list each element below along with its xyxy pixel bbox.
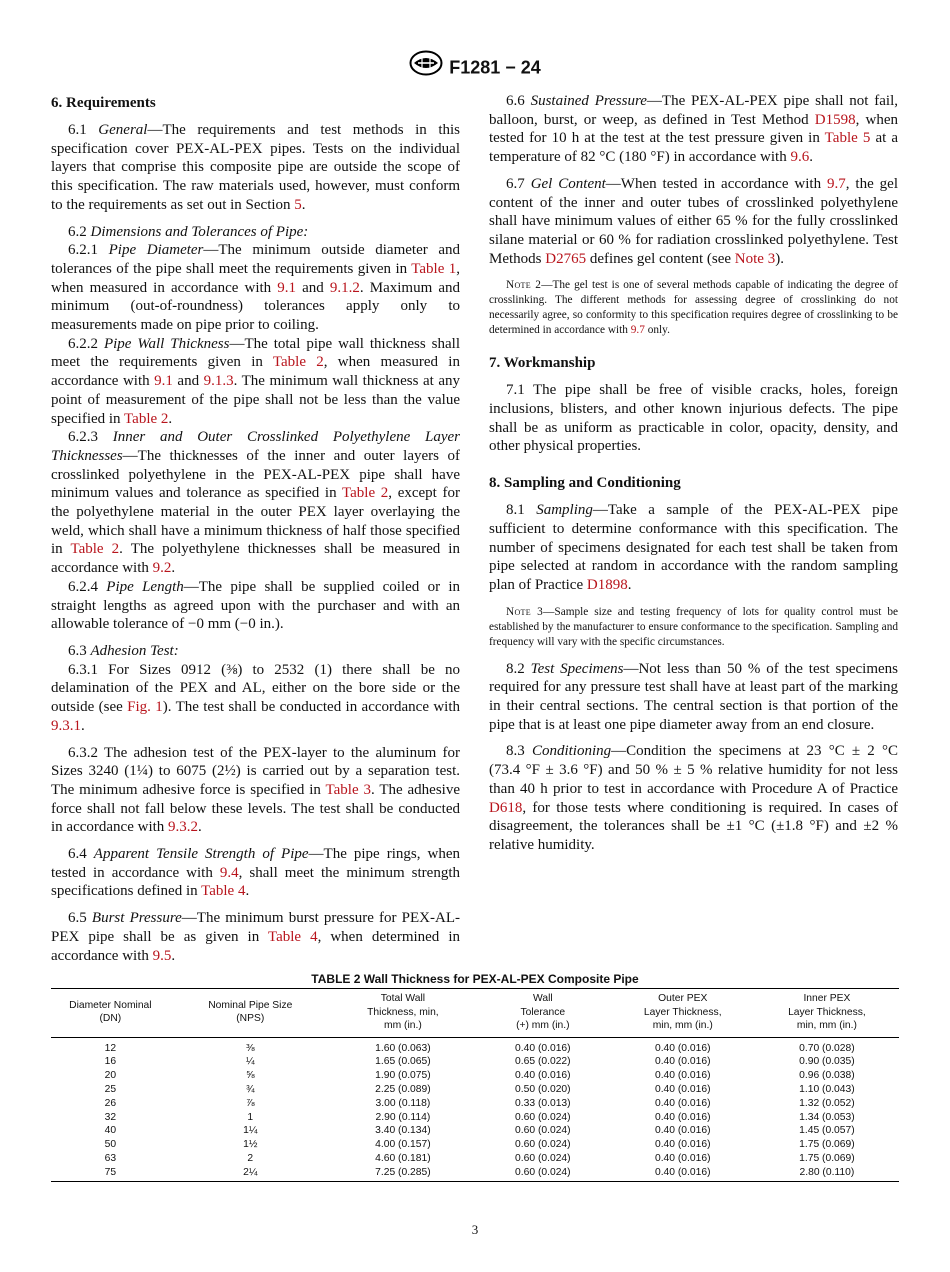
table-cell: 2¼: [243, 1166, 258, 1178]
para-6-6: 6.6 Sustained Pressure—The PEX-AL-PEX pipe shall not fail, balloon, burst, or weep, as defined in Test Method D1598, when tested for 10 h at the test at the test pressure given in Table 5 at a temperature of 82 °C (180 °F) in accordance with 9.6.: [489, 93, 899, 166]
table-cell: 25: [104, 1084, 117, 1096]
page-header: [0, 56, 950, 81]
para-6-7: 6.7 Gel Content—When tested in accordance with 9.7, the gel content of the inner and outer tubes of crosslinked polyethylene shall have minimum values of either 65 % for the fully crosslinked silane material or 60 % for radiation crosslinked polyethylene. Test Methods D2765 defines gel content (see Note 3).: [489, 175, 899, 267]
table-cell: 0.40 (0.016): [654, 1139, 711, 1151]
table-cell: 0.60 (0.024): [515, 1111, 571, 1123]
col-header-total-wall: Total Wall Thickness, min, mm (in.): [367, 993, 439, 1031]
left-column: [51, 92, 460, 965]
table-cell: 75: [104, 1166, 117, 1178]
para-8-3: 8.3 Conditioning—Condition the specimens at 23 °C ± 2 °C (73.4 °F ± 3.6 °F) and 50 % ± 5 % relative humidity for not less than 40 h prior to test in accordance with Procedure A of Practice D618, for those tests where conditioning is required. In cases of disagreement, the tolerances shall be ±1 °C (±1.8 °F) and ±2 % relative humidity.: [489, 743, 898, 853]
col-header-inner-pex: Inner PEX Layer Thickness, min, mm (in.): [788, 993, 866, 1031]
para-6-3: 6.3 Adhesion Test:: [68, 642, 179, 659]
col-header-wall-tolerance: Wall Tolerance (+) mm (in.): [516, 993, 570, 1031]
table-cell: ⅜: [245, 1042, 255, 1054]
table-cell: 0.40 (0.016): [654, 1153, 711, 1165]
ref-9-6[interactable]: 9.6: [790, 149, 810, 166]
ref-d1898[interactable]: D1898: [586, 576, 628, 593]
para-6-2-1: 6.2.1 Pipe Diameter—The minimum outside diameter and tolerances of the pipe shall meet the requirements given in Table 1, when measured in accordance with 9.1 and 9.1.2. Maximum and minimum (out-of-roundness) tolerances apply only to measurements made on pipe prior to coiling.: [51, 242, 461, 334]
ref-9-1[interactable]: 9.1: [277, 279, 297, 296]
ref-9-1[interactable]: 9.1: [154, 373, 173, 390]
table-cell: ¼: [245, 1056, 255, 1068]
para-6-2-3: 6.2.3 Inner and Outer Crosslinked Polyethylene Layer Thicknesses—The thicknesses of the inner and outer layers of crosslinked polyethylene in the PEX-AL-PEX pipe shall have minimum values and tolerance as specified in Table 2, except for the polyethylene material in the outer PEX layer overlaying the weld, which shall have a minimum thickness of half those specified in Table 2. The polyethylene thicknesses shall be measured in accordance with 9.2.: [51, 429, 461, 577]
table-cell: 0.40 (0.016): [654, 1097, 711, 1109]
table-cell: 1.90 (0.075): [375, 1070, 431, 1082]
table-2: [51, 988, 899, 1182]
ref-table-2[interactable]: Table 2: [272, 354, 324, 371]
ref-9-7[interactable]: 9.7: [630, 324, 645, 337]
table-cell: 0.96 (0.038): [799, 1070, 855, 1082]
table-row: [51, 1110, 899, 1124]
table-cell: 0.65 (0.022): [515, 1056, 571, 1068]
table-cell: 1.34 (0.053): [799, 1111, 855, 1123]
table-body: [51, 1037, 899, 1182]
right-column: [489, 92, 898, 855]
ref-9-1-2[interactable]: 9.1.2: [329, 279, 360, 296]
table-cell: 1½: [243, 1139, 258, 1151]
page-number: 3: [471, 1222, 479, 1237]
table-row: [51, 1069, 899, 1083]
ref-section-5[interactable]: 5: [294, 196, 302, 213]
col-header-dn: Diameter Nominal (DN): [69, 999, 152, 1025]
table-cell: 3.40 (0.134): [375, 1125, 431, 1137]
table-cell: 0.60 (0.024): [515, 1139, 571, 1151]
ref-table-1[interactable]: Table 1: [411, 260, 457, 277]
table-cell: 2: [247, 1153, 254, 1165]
ref-fig-1[interactable]: Fig. 1: [127, 699, 163, 716]
table-cell: 0.60 (0.024): [515, 1166, 571, 1178]
ref-9-1-3[interactable]: 9.1.3: [203, 373, 234, 390]
table-cell: 0.70 (0.028): [799, 1042, 855, 1054]
table-cell: 0.40 (0.016): [654, 1111, 711, 1123]
ref-9-7[interactable]: 9.7: [827, 175, 846, 192]
para-7-1: 7.1 The pipe shall be free of visible cracks, holes, foreign inclusions, blisters, and other known injurious defects. The pipe shall be as uniform as practicable in color, opacity, density, and other physical properties.: [489, 382, 898, 455]
table-cell: 0.33 (0.013): [515, 1097, 571, 1109]
table-cell: 2.80 (0.110): [799, 1166, 855, 1178]
table-cell: 1.75 (0.069): [799, 1139, 855, 1151]
ref-table-2[interactable]: Table 2: [124, 410, 169, 427]
ref-d618[interactable]: D618: [489, 799, 523, 816]
ref-note-3[interactable]: Note 3: [734, 250, 776, 267]
para-6-3-1: 6.3.1 For Sizes 0912 (⅜) to 2532 (1) there shall be no delamination of the PEX and AL, either on the bore side or the outside (see Fig. 1). The test shall be conducted in accordance with 9.3.1.: [51, 661, 460, 734]
table-row: [51, 1124, 899, 1138]
table-cell: 32: [104, 1111, 117, 1123]
table-cell: 0.40 (0.016): [654, 1166, 711, 1178]
table-row: [51, 1097, 899, 1111]
table-cell: 7.25 (0.285): [375, 1166, 431, 1178]
table-header-row: [51, 989, 899, 1038]
table-row: [51, 1166, 899, 1182]
table-cell: 2.90 (0.114): [375, 1111, 431, 1123]
ref-table-4[interactable]: Table 4: [267, 928, 318, 945]
table-cell: ⅞: [245, 1097, 255, 1109]
table-cell: 0.40 (0.016): [654, 1042, 711, 1054]
para-6-2-4: 6.2.4 Pipe Length—The pipe shall be supplied coiled or in straight lengths as agreed upon with the purchaser and with an allowable tolerance of −0 mm (−0 in.).: [51, 578, 461, 633]
table-cell: 26: [104, 1097, 117, 1109]
ref-d1598[interactable]: D1598: [814, 111, 856, 128]
table-cell: 1.10 (0.043): [799, 1084, 855, 1096]
table-cell: 50: [104, 1139, 117, 1151]
ref-table-2[interactable]: Table 2: [342, 485, 389, 502]
para-6-1: 6.1 General—The requirements and test methods in this specification cover PEX-AL-PEX pipes. Tests on the individual layers that comprise this composite pipe are outside the scope of this specification. The raw materials used, however, must conform to the requirements as set out in Section 5.: [51, 122, 461, 213]
table-cell: 1.32 (0.052): [799, 1097, 855, 1109]
ref-table-5[interactable]: Table 5: [824, 130, 871, 147]
table-cell: 1.45 (0.057): [799, 1125, 855, 1137]
table-cell: 20: [104, 1070, 117, 1082]
ref-table-4[interactable]: Table 4: [201, 883, 246, 900]
table-cell: ⅝: [245, 1070, 255, 1082]
para-8-1: 8.1 Sampling—Take a sample of the PEX-AL-PEX pipe sufficient to determine conformance with this specification. The number of specimens designated for each test shall be taken from pipe selected at random in accordance with the random sampling plan of Practice D1898.: [489, 502, 899, 593]
table-cell: 40: [104, 1125, 117, 1137]
table-cell: 0.40 (0.016): [515, 1070, 571, 1082]
table-row: [51, 1083, 899, 1097]
note-2: Note 2—The gel test is one of several methods capable of indicating the degree of crosslinking. The different methods for assessing degree of crosslinking do not necessarily agree, so conformity to this specification requires degree of crosslinking to be determined in accordance with 9.7 only.: [489, 279, 898, 337]
para-6-3-2: 6.3.2 The adhesion test of the PEX-layer to the aluminum for Sizes 3240 (1¼) to 6075 (2½) is carried out by a separation test. The minimum adhesive force is specified in Table 3. The adhesive force shall not fall below these levels. The test shall be conducted in accordance with 9.3.2.: [51, 744, 461, 836]
table-cell: 0.40 (0.016): [654, 1125, 711, 1137]
table-cell: 4.00 (0.157): [375, 1139, 431, 1151]
table-cell: 0.50 (0.020): [515, 1084, 571, 1096]
table-cell: 1.65 (0.065): [375, 1056, 431, 1068]
table-cell: 1.60 (0.063): [375, 1042, 431, 1054]
col-header-nps: Nominal Pipe Size (NPS): [208, 999, 293, 1025]
table-cell: 63: [104, 1153, 117, 1165]
table-cell: 1¼: [243, 1125, 258, 1137]
astm-logo-icon: [409, 50, 443, 81]
table-cell: 4.60 (0.181): [375, 1153, 431, 1165]
table-row: [51, 1055, 899, 1069]
table-cell: 12: [104, 1042, 117, 1054]
ref-9-4[interactable]: 9.4: [219, 864, 239, 881]
table-2-title: TABLE 2 Wall Thickness for PEX-AL-PEX Composite Pipe: [311, 972, 639, 986]
ref-table-2[interactable]: Table 2: [70, 541, 120, 558]
table-cell: ¾: [245, 1084, 255, 1096]
note-3: Note 3—Sample size and testing frequency of lots for quality control must be established by the manufacturer to ensure conformance to the specification. Sampling and frequency will vary with the specific circumstances.: [489, 605, 898, 648]
para-8-2: 8.2 Test Specimens—Not less than 50 % of the test specimens required for any pressure test shall have at least part of the marking in their central sections. The central section is that portion of the pipe that is at least one pipe diameter away from an end closure.: [489, 660, 898, 733]
para-6-5: 6.5 Burst Pressure—The minimum burst pressure for PEX-AL-PEX pipe shall be as given in Table 4, when determined in accordance with 9.5.: [51, 910, 460, 964]
table-cell: 0.40 (0.016): [654, 1084, 711, 1096]
table-cell: 0.60 (0.024): [515, 1125, 571, 1137]
ref-table-3[interactable]: Table 3: [325, 781, 371, 798]
section-6-heading: 6. Requirements: [51, 95, 156, 111]
table-cell: 0.40 (0.016): [654, 1070, 711, 1082]
ref-9-3-1[interactable]: 9.3.1: [51, 717, 81, 734]
table-row: [51, 1037, 899, 1055]
table-cell: 1: [247, 1111, 254, 1123]
ref-9-5[interactable]: 9.5: [152, 947, 172, 964]
table-cell: 2.25 (0.089): [375, 1084, 431, 1096]
table-cell: 1.75 (0.069): [799, 1153, 855, 1165]
para-6-4: 6.4 Apparent Tensile Strength of Pipe—The pipe rings, when tested in accordance with 9.4, shall meet the minimum strength specifications defined in Table 4.: [51, 846, 461, 900]
para-6-2-2: 6.2.2 Pipe Wall Thickness—The total pipe wall thickness shall meet the requirements given in Table 2, when measured in accordance with 9.1 and 9.1.3. The minimum wall thickness at any point of measurement of the pipe shall not be less than the value specified in Table 2.: [51, 335, 460, 427]
table-cell: 0.90 (0.035): [799, 1056, 855, 1068]
table-cell: 16: [104, 1056, 117, 1068]
table-cell: 3.00 (0.118): [375, 1097, 431, 1109]
col-header-outer-pex: Outer PEX Layer Thickness, min, mm (in.): [643, 993, 722, 1031]
table-row: [51, 1138, 899, 1152]
ref-9-2[interactable]: 9.2: [152, 560, 172, 577]
ref-9-3-2[interactable]: 9.3.2: [168, 819, 199, 836]
ref-d2765[interactable]: D2765: [545, 250, 587, 267]
table-cell: 0.40 (0.016): [654, 1056, 711, 1068]
section-8-heading: 8. Sampling and Conditioning: [489, 475, 681, 492]
designation: F1281 − 24: [449, 57, 541, 78]
para-6-2: 6.2 Dimensions and Tolerances of Pipe:: [68, 223, 309, 240]
table-cell: 0.60 (0.024): [515, 1153, 571, 1165]
section-7-heading: 7. Workmanship: [489, 355, 596, 372]
table-cell: 0.40 (0.016): [515, 1042, 571, 1054]
table-row: [51, 1152, 899, 1166]
